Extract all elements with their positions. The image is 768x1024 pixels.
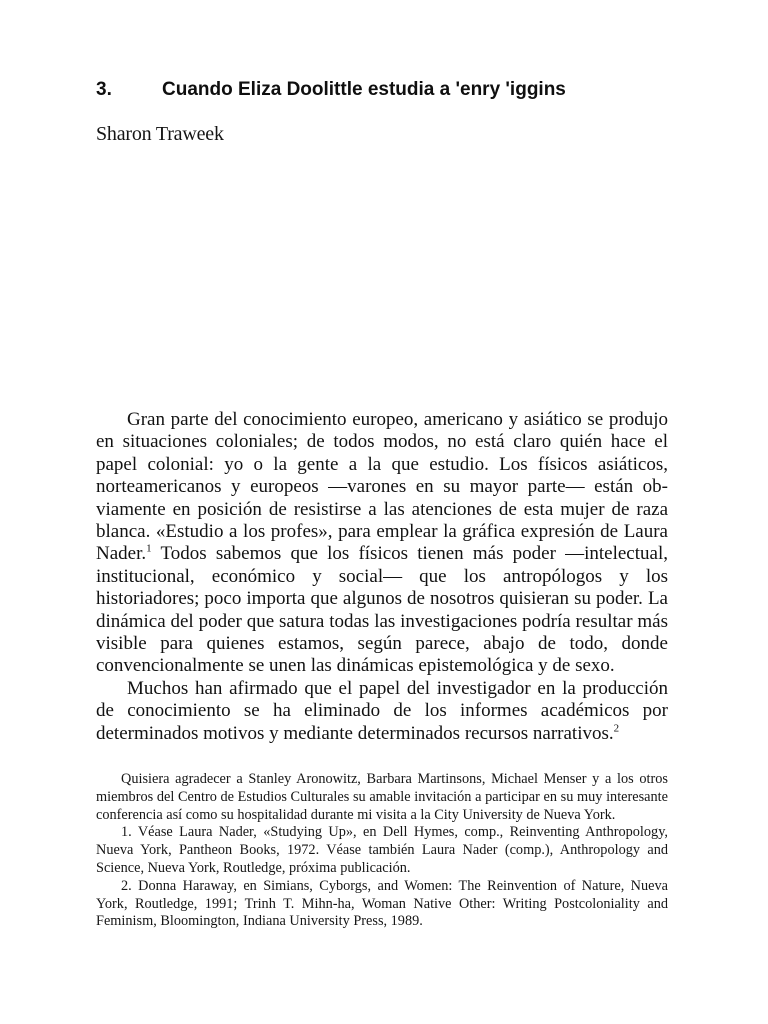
chapter-number: 3.	[96, 79, 112, 100]
footnote-1: 1. Véase Laura Nader, «Studying Up», en Dell Hymes, comp., Reinventing Anthropology, Nueva York, Pantheon Books, 1972. Véase también Laura Nader (comp.), Anthropology and Science, Nueva York, Routledge, próxima publicación.	[96, 824, 668, 876]
chapter-heading	[96, 78, 696, 102]
acknowledgement-note: Quisiera agradecer a Stanley Aronowitz, Barbara Martinsons, Michael Menser y a los otros miembros del Centro de Estudios Culturales su amable invitación a participar en su muy interesante conferencia así como su hospitalidad durante mi visita a la City University de Nueva York.	[96, 771, 668, 823]
footnotes	[96, 771, 668, 931]
footnote-reference: 2	[613, 722, 620, 735]
author-name: Sharon Traweek	[96, 123, 224, 145]
body-paragraph-text: Gran parte del conocimiento europeo, americano y asiático se produjo en situaciones coloniales; de todos modos, no está claro quién hace el papel colonial: yo o la gente a la que estudio. Los físicos asiáticos, norteamericanos y europeos —varones en su mayor parte— están obviamente en posición de resistirse a las atenciones de esta mujer de raza blanca. «Estudio a los profes», para emplear la gráfica expresión de Laura Nader.	[96, 409, 668, 565]
body-paragraph	[96, 678, 668, 745]
body-paragraph-text: Todos sabemos que los físicos tienen más poder —intelectual, institucional, económico y social— que los antropólogos y los historiadores; poco importa que algunos de nosotros quisieran su poder. La dinámica del poder que satura todas las investigaciones podría resultar más visible para quienes estamos, según parece, abajo de todo, donde convencionalmente se unen las dinámicas epistemológica y de sexo.	[96, 543, 668, 677]
body-paragraph	[96, 409, 668, 678]
chapter-title: Cuando Eliza Doolittle estudia a 'enry 'iggins	[162, 79, 566, 100]
body-text	[96, 409, 668, 745]
footnote-reference: 1	[146, 543, 152, 556]
footnote-2: 2. Donna Haraway, en Simians, Cyborgs, and Women: The Reinvention of Nature, Nueva York, Routledge, 1991; Trinh T. Mihn-ha, Woman Native Other: Writing Postcoloniality and Feminism, Bloomington, Indiana University Press, 1989.	[96, 877, 668, 930]
body-paragraph-text: Muchos han afirmado que el papel del investigador en la producción de conocimiento se ha eliminado de los informes académicos por determinados motivos y mediante determinados recursos narrativos.	[96, 677, 668, 744]
